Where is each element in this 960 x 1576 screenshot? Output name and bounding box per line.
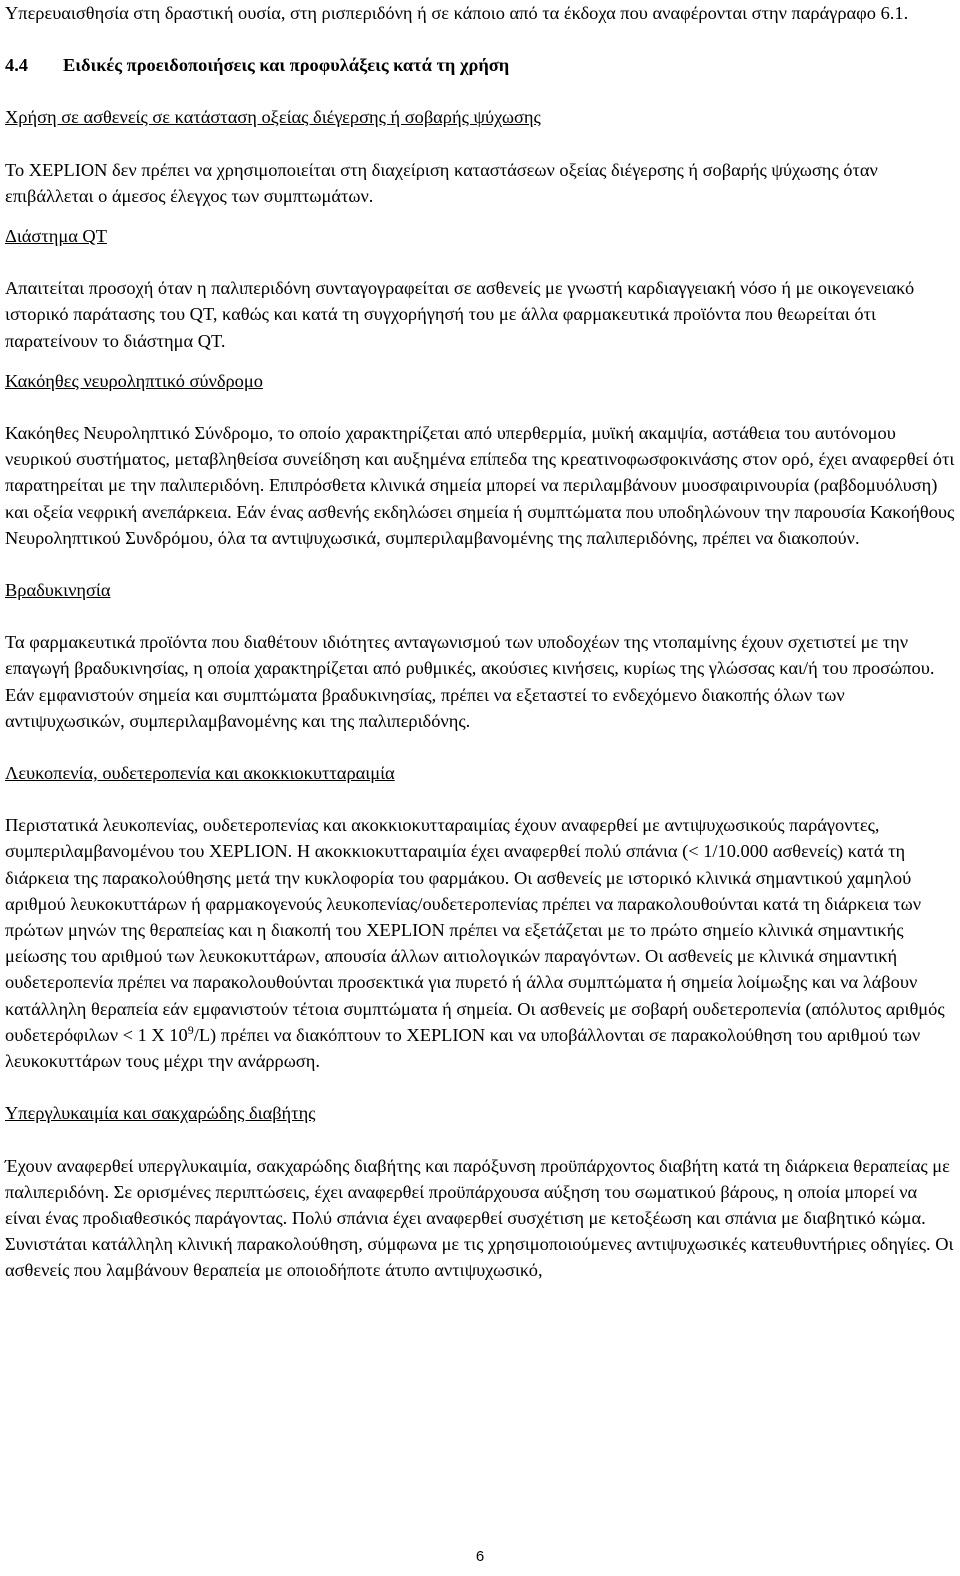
paragraph-leukopenia-part1: Περιστατικά λευκοπενίας, ουδετεροπενίας και ακοκκιοκυτταραιμίας έχουν αναφερθεί με αντιψυχωσικούς παράγοντες, συμπεριλαμβανομένου του XEPLION. Η ακοκκιοκυτταραιμία έχει αναφερθεί πολύ σπάνια (< 1/10.000 ασθενείς) κατά τη διάρκεια της παρακολούθησης μετά την κυκλοφορία του φαρμάκου. Οι ασθενείς με ιστορικό κλινικά σημαντικού χαμηλού αριθμού λευκοκυττάρων ή φαρμακογενούς λευκοπενίας/ουδετεροπενίας πρέπει να παρακολουθούνται κατά τη διάρκεια των πρώτων μηνών της θεραπείας και η διακοπή του XEPLION πρέπει να εξετάζεται με το πρώτο σημείο κλινικά σημαντικής μείωσης του αριθμού των λευκοκυττάρων, απουσία άλλων αιτιολογικών παραγόντων. Οι ασθενείς με κλινικά σημαντική ουδετεροπενία πρέπει να παρακολουθούνται προσεκτικά για πυρετό ή άλλα συμπτώματα ή σημεία λοίμωξης και να λάβουν κατάλληλη θεραπεία εάν εμφανιστούν τέτοια συμπτώματα ή σημεία. Οι ασθενείς με σοβαρή ουδετεροπενία (απόλυτος αριθμός ουδετερόφιλων < 1 X 10 [5, 815, 945, 1045]
subsection-heading-nms: Κακόηθες νευροληπτικό σύνδρομο [5, 370, 263, 391]
spacer [5, 734, 955, 760]
paragraph-hyperglycemia: Έχουν αναφερθεί υπεργλυκαιμία, σακχαρώδης διαβήτης και παρόξυνση προϋπάρχοντος διαβήτη κατά τη διάρκεια θεραπείας με παλιπεριδόνη. Σε ορισμένες περιπτώσεις, έχει αναφερθεί προϋπάρχουσα αύξηση του σωματικού βάρους, η οποία μπορεί να είναι ένας προδιαθεσικός παράγοντας. Πολύ σπάνια έχει αναφερθεί συσχέτιση με κετοξέωση και σπάνια με διαβητικό κώμα. Συνιστάται κατάλληλη κλινική παρακολούθηση, σύμφωνα με τις χρησιμοποιούμενες αντιψυχωσικές κατευθυντήριες οδηγίες. Οι ασθενείς που λαμβάνουν θεραπεία με οποιοδήποτε άτυπο αντιψυχωσικό, [5, 1155, 954, 1281]
spacer [5, 786, 955, 812]
document-page [5, 0, 955, 1284]
superscript-exponent: 9 [187, 1022, 194, 1037]
spacer [5, 1127, 955, 1153]
section-title: Ειδικές προειδοποιήσεις και προφυλάξεις κατά τη χρήση [63, 55, 510, 76]
subsection-heading-hyperglycemia: Υπεργλυκαιμία και σακχαρώδης διαβήτης [5, 1103, 316, 1124]
page-number: 6 [475, 1548, 485, 1565]
spacer [5, 354, 955, 368]
spacer [5, 394, 955, 420]
paragraph-leukopenia-part2: /L) πρέπει να διακόπτουν το XEPLION και να υποβάλλονται σε παρακολούθηση του αριθμού των λευκοκυττάρων τους μέχρι την ανάρρωση. [5, 1024, 921, 1072]
spacer [5, 209, 955, 223]
section-number: 4.4 [5, 55, 28, 76]
subsection-heading-acute-agitation: Χρήση σε ασθενείς σε κατάσταση οξείας διέγερσης ή σοβαρής ψύχωσης [5, 107, 541, 128]
paragraph-acute-agitation: Το XEPLION δεν πρέπει να χρησιμοποιείται στη διαχείριση καταστάσεων οξείας διέγερσης ή σοβαρής ψύχωσης όταν επιβάλλεται ο άμεσος έλεγχος των συμπτωμάτων. [5, 159, 878, 206]
paragraph-qt-interval: Απαιτείται προσοχή όταν η παλιπεριδόνη συνταγογραφείται σε ασθενείς με γνωστή καρδιαγγειακή νόσο ή με οικογενειακό ιστορικό παράτασης του QT, καθώς και κατά τη συγχορήγησή του με άλλα φαρμακευτικά προϊόντα που θεωρείται ότι παρατείνουν το διάστημα QT. [5, 278, 915, 351]
subsection-heading-leukopenia: Λευκοπενία, ουδετεροπενία και ακοκκιοκυτταραιμία [5, 763, 395, 784]
subsection-heading-tardive-dyskinesia: Βραδυκινησία [5, 580, 111, 601]
subsection-heading-qt-interval: Διάστημα QT [5, 226, 107, 247]
spacer [5, 603, 955, 629]
paragraph-nms: Κακόηθες Νευροληπτικό Σύνδρομο, το οποίο χαρακτηρίζεται από υπερθερμία, μυϊκή ακαμψία, αστάθεια του αυτόνομου νευρικού συστήματος, μεταβληθείσα συνείδηση και αυξημένα επίπεδα της κρεατινοφωσφοκινάσης στον ορό, έχει αναφερθεί ότι παρατηρείται με την παλιπεριδόνη. Επιπρόσθετα κλινικά σημεία μπορεί να περιλαμβάνουν μυοσφαιρινουρία (ραβδομυόλυση) και οξεία νεφρική ανεπάρκεια. Εάν ένας ασθενής εκδηλώσει σημεία ή συμπτώματα που υποδηλώνουν την παρουσία Κακοήθους Νευροληπτικού Συνδρόμου, όλα τα αντιψυχωσικά, συμπεριλαμβανομένης της παλιπεριδόνης, πρέπει να διακοπούν. [5, 423, 955, 548]
intro-paragraph: Υπερευαισθησία στη δραστική ουσία, στη ρισπεριδόνη ή σε κάποιο από τα έκδοχα που αναφέρονται στην παράγραφο 6.1. [5, 3, 909, 23]
spacer [5, 1074, 955, 1100]
spacer [5, 131, 955, 157]
spacer [5, 249, 955, 275]
paragraph-tardive-dyskinesia: Τα φαρμακευτικά προϊόντα που διαθέτουν ιδιότητες ανταγωνισμού των υποδοχέων της ντοπαμίνης έχουν σχετιστεί με την επαγωγή βραδυκινησίας, η οποία χαρακτηρίζεται από ρυθμικές, ακούσιες κινήσεις, κυρίως της γλώσσας και/ή του προσώπου. Εάν εμφανιστούν σημεία και συμπτώματα βραδυκινησίας, πρέπει να εξεταστεί το ενδεχόμενο διακοπής όλων των αντιψυχωσικών, συμπεριλαμβανομένης και της παλιπεριδόνης. [5, 632, 935, 731]
spacer [5, 78, 955, 104]
spacer [5, 551, 955, 577]
spacer [5, 26, 955, 52]
section-heading [5, 52, 955, 78]
paragraph-leukopenia [5, 812, 955, 1074]
